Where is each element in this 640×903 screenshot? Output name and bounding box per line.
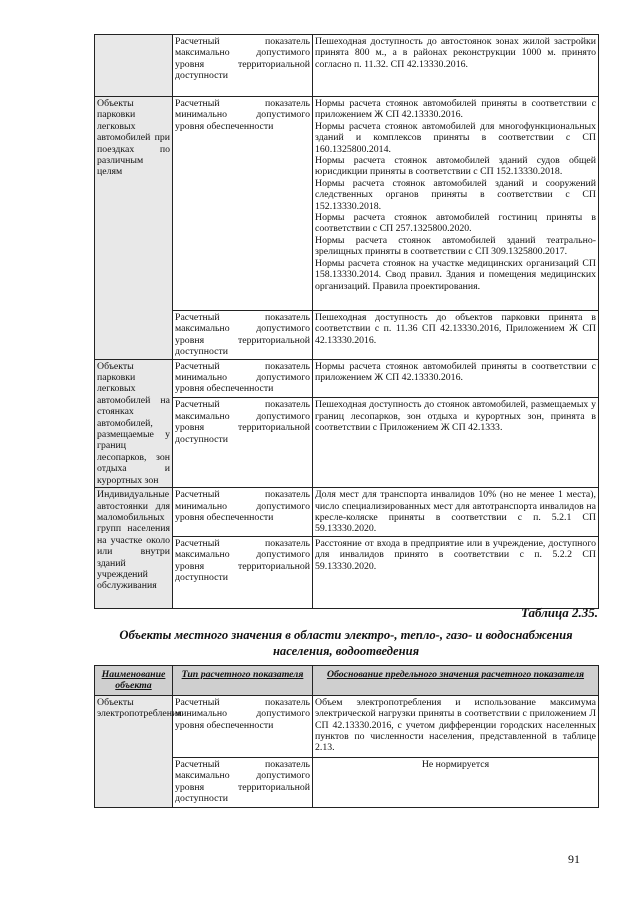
table-heading: Объекты местного значения в области электро-, тепло-, газо- и водоснабжения населения, водоотведения [119, 628, 573, 658]
table-row [95, 695, 599, 757]
table-row [95, 488, 599, 537]
indicator-type-cell: Расчетный показатель минимально допустимого уровня обеспеченности [173, 695, 313, 757]
table-row [95, 35, 599, 97]
column-header: Обоснование предельного значения расчетного показателя [313, 666, 599, 696]
table-header-row [95, 666, 599, 696]
parking-norms-table [94, 34, 599, 609]
object-cell: Объекты парковки легковых автомобилей при поездках по различным целям [95, 97, 173, 360]
basis-cell: Нормы расчета стоянок автомобилей приняты в соответствии с приложением Ж СП 42.13330.2016. Нормы расчета стоянок автомобилей для многофункциональных зданий и комплексов приняты в соответствии с СП 160.1325800.2014. Нормы расчета стоянок автомобилей зданий судов общей юрисдикции приняты в соответствии с СП 152.13330.2018. Нормы расчета стоянок автомобилей зданий и сооружений следственных органов приняты в соответствии с СП 152.13330.2018. Нормы расчета стоянок автомобилей гостиниц приняты в соответствии с СП 257.1325800.2020. Нормы расчета стоянок автомобилей зданий театрально-зрелищных приняты в соответствии с СП 309.1325800.2017. Нормы расчета стоянок на участке медицинских организаций СП 158.13330.2014. Свод правил. Здания и помещения медицинских организаций. Правила проектирования. [313, 97, 599, 311]
basis-cell: Не нормируется [313, 757, 599, 807]
table-caption: Таблица 2.35. [520, 605, 598, 620]
indicator-type-cell: Расчетный показатель минимально допустимого уровня обеспеченности [173, 488, 313, 537]
basis-cell: Доля мест для транспорта инвалидов 10% (но не менее 1 места), число специализированных мест для автотранспорта инвалидов на кресле-коляске приняты в соответствии с п. 5.2.1 СП 59.13330.2020. [313, 488, 599, 537]
utilities-norms-table [94, 665, 599, 808]
indicator-type-cell: Расчетный показатель максимально допустимого уровня территориальной доступности [173, 398, 313, 488]
indicator-type-cell: Расчетный показатель максимально допустимого уровня территориальной доступности [173, 757, 313, 807]
indicator-type-cell: Расчетный показатель минимально допустимого уровня обеспеченности [173, 97, 313, 311]
object-cell-empty [95, 35, 173, 97]
basis-cell: Расстояние от входа в предприятие или в учреждение, доступного для инвалидов принято в соответствии с п. 5.2.2 СП 59.13330.2020. [313, 536, 599, 608]
object-cell: Индивидуальные автостоянки для маломобильных групп населения на участке около или внутри зданий учреждений обслуживания [95, 488, 173, 609]
indicator-type-cell: Расчетный показатель максимально допустимого уровня территориальной доступности [173, 35, 313, 97]
basis-cell: Пешеходная доступность до стоянок автомобилей, размещаемых у границ лесопарков, зон отдыха и курортных зон, принята в соответствии с Приложением Ж СП 42.1333. [313, 398, 599, 488]
table-row [95, 359, 599, 398]
indicator-type-cell: Расчетный показатель максимально допустимого уровня территориальной доступности [173, 536, 313, 608]
basis-cell: Пешеходная доступность до автостоянок зонах жилой застройки принята 800 м., а в районах реконструкции 1000 м. принято согласно п. 11.32. СП 42.13330.2016. [313, 35, 599, 97]
page-number: 91 [568, 852, 580, 866]
column-header: Наименование объекта [95, 666, 173, 696]
basis-cell: Объем электропотребления и использование максимума электрической нагрузки приняты в соответствии с приложением Л СП 42.13330.2016, с учетом дифференции городских населенных пунктов по численности населения, представленной в таблице 2.13. [313, 695, 599, 757]
indicator-type-cell: Расчетный показатель максимально допустимого уровня территориальной доступности [173, 311, 313, 360]
object-cell: Объекты электропотребления [95, 695, 173, 807]
basis-cell: Нормы расчета стоянок автомобилей приняты в соответствии с приложением Ж СП 42.13330.2016. [313, 359, 599, 398]
basis-cell: Пешеходная доступность до объектов парковки принята в соответствии с п. 11.36 СП 42.13330.2016, Приложением Ж СП 42.13330.2016. [313, 311, 599, 360]
object-cell: Объекты парковки легковых автомобилей на стоянках автомобилей, размещаемые у границ лесопарков, зон отдыха и курортных зон [95, 359, 173, 487]
column-header: Тип расчетного показателя [173, 666, 313, 696]
indicator-type-cell: Расчетный показатель минимально допустимого уровня обеспеченности [173, 359, 313, 398]
table-row [95, 97, 599, 311]
